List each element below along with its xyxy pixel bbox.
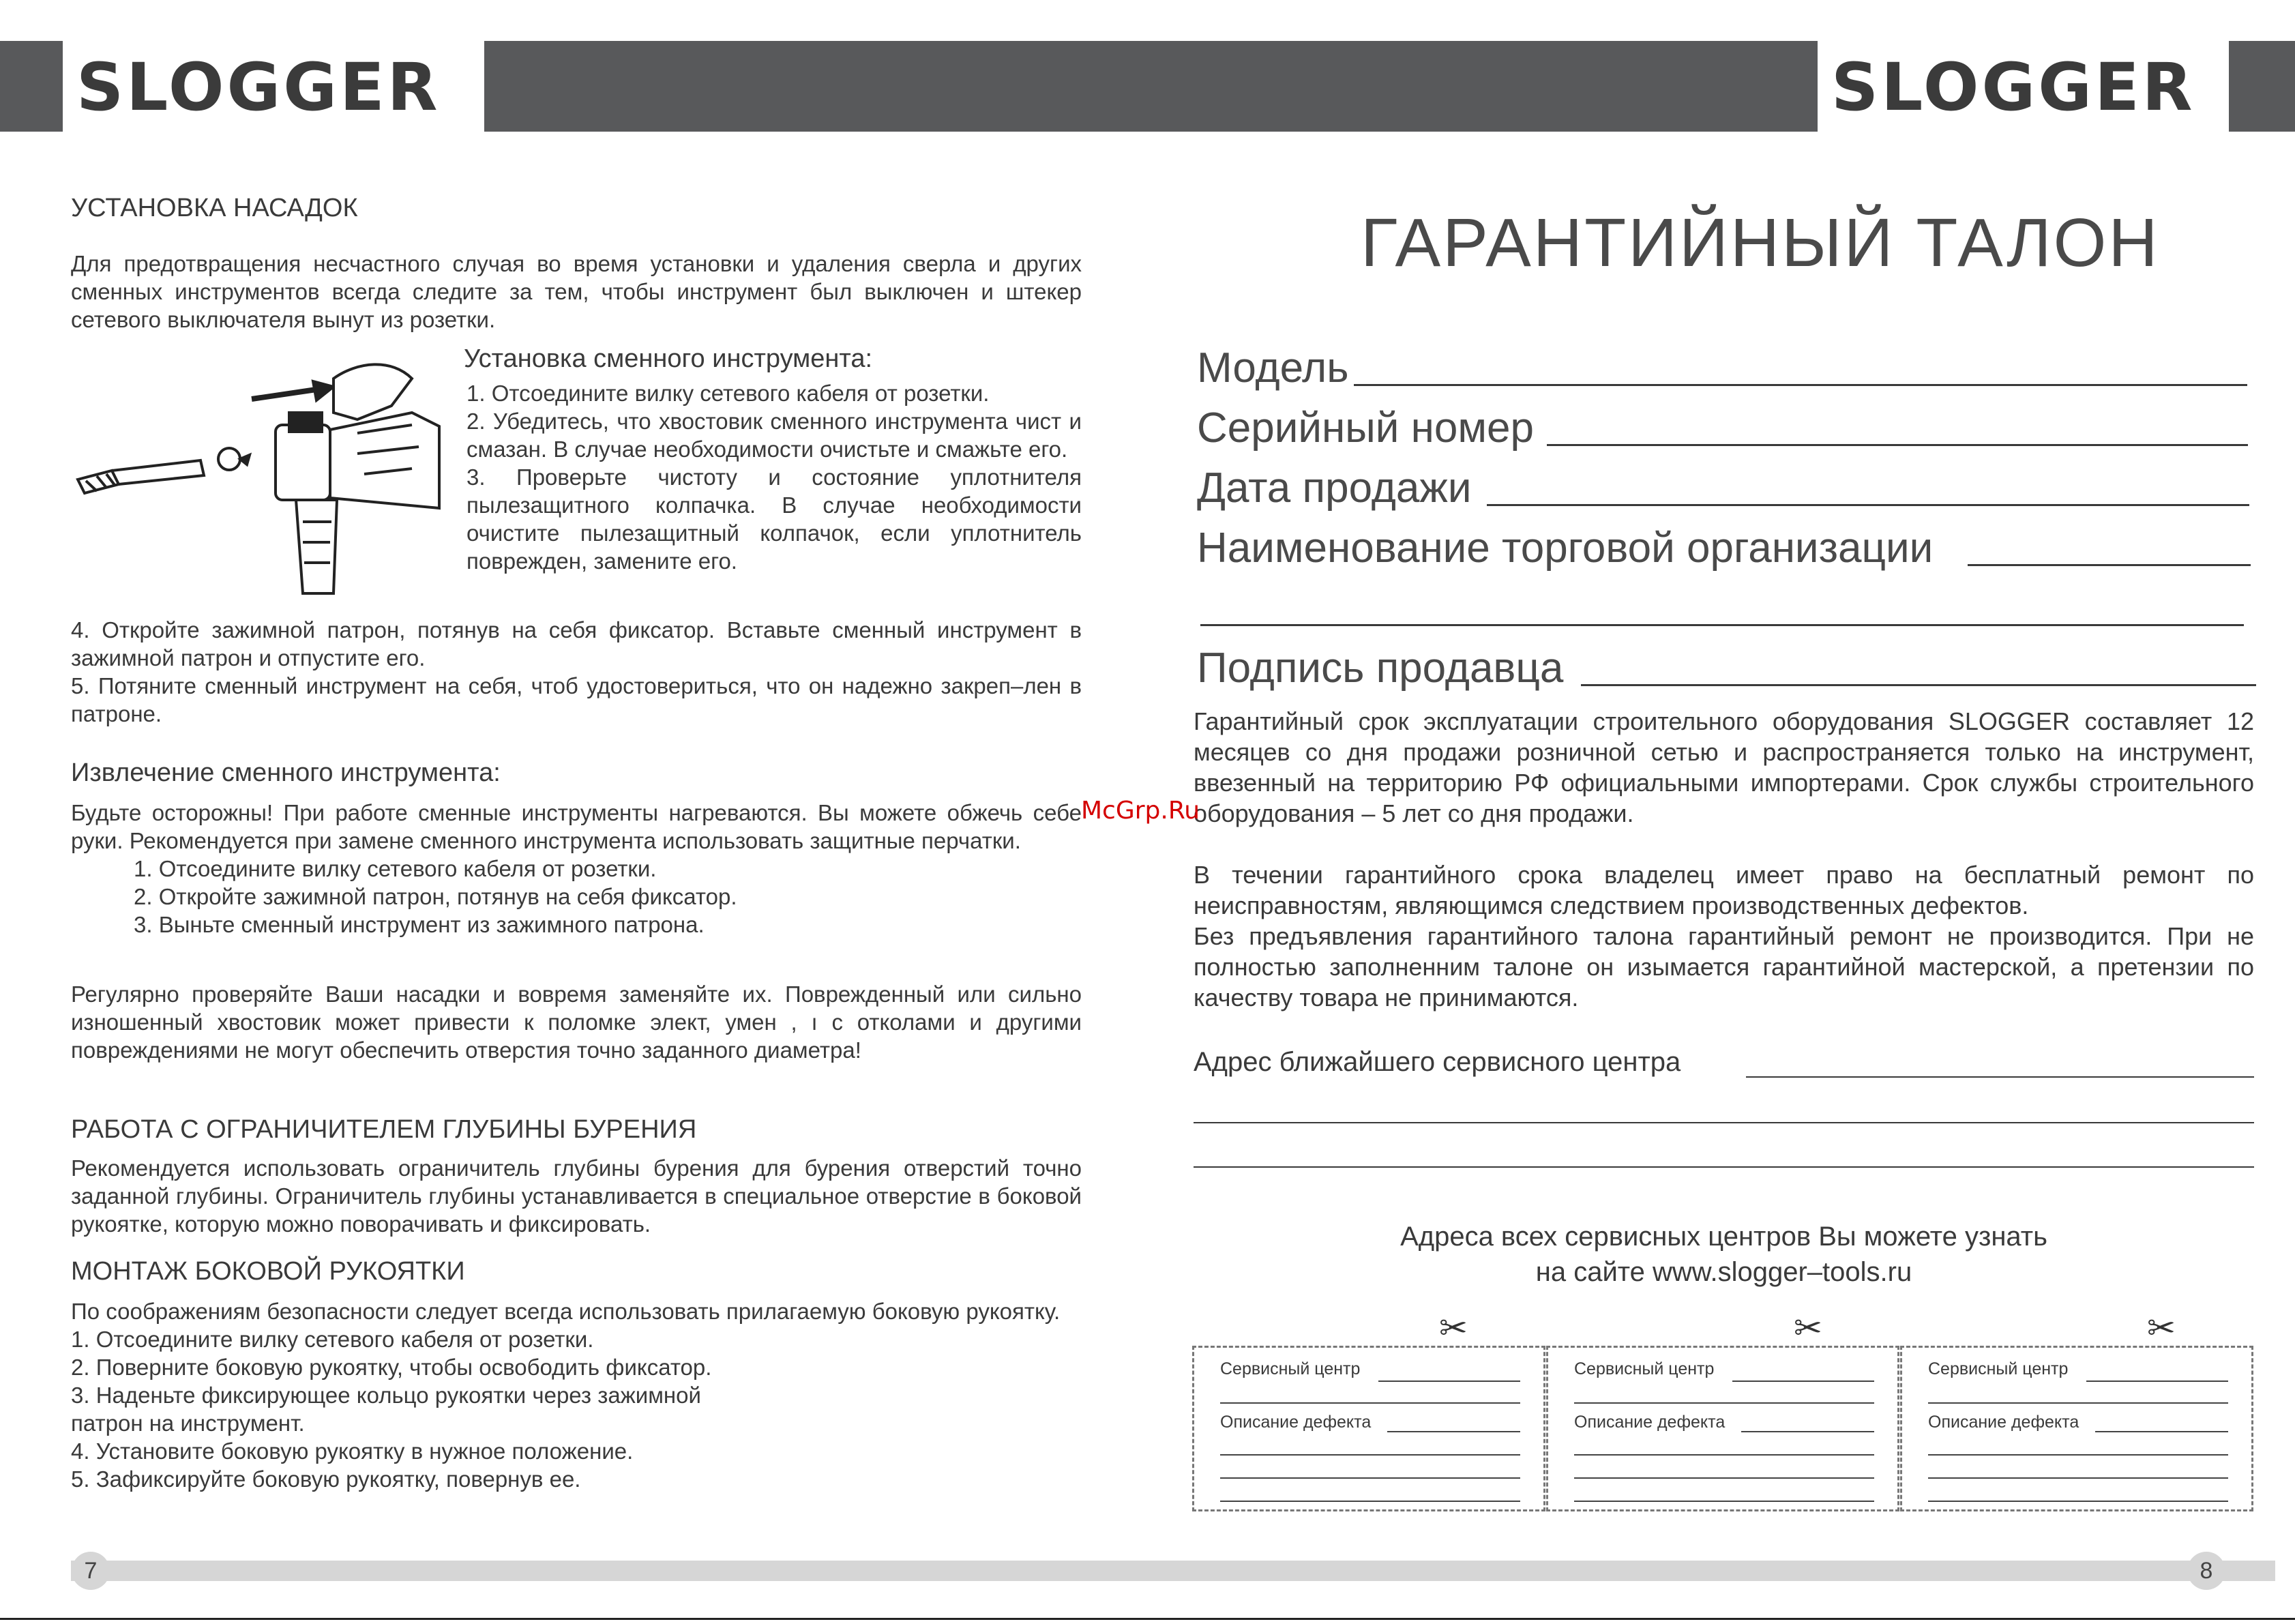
coupon-line [2086, 1381, 2228, 1382]
field-serial-line [1547, 444, 2248, 446]
header-left-bar [0, 41, 63, 132]
install-step-1: 1. Отсоедините вилку сетевого кабеля от розетки. [467, 381, 990, 406]
install-steps [467, 379, 1082, 575]
handle-step-3b: патрон на инструмент. [71, 1411, 305, 1436]
check-text: Регулярно проверяйте Ваши насадки и вовремя заменяйте их. Поврежденный или сильно изношенный хвостовик может привести к поломке элект, умен , ı с отколами и другими повреждениями не могут обеспечить отверстия точно заданного диаметра! [71, 981, 1082, 1063]
coupon-center-label: Сервисный центр [1928, 1359, 2069, 1378]
handle-intro: По соображениям безопасности следует всегда использовать прилагаемую боковую рукоятку. [71, 1299, 1061, 1324]
install-intro-text: Для предотвращения несчастного случая во время установки и удаления сверла и других сменных инструментов всегда следите за тем, чтобы инструмент был выключен и штекер сетевого выключателя вынут из розетки. [71, 251, 1082, 332]
install-step-2: 2. Убедитесь, что хвостовик сменного инструмента чист и смазан. В случае необходимости очистьте и смажьте его. [467, 409, 1082, 462]
field-serial-label: Серийный номер [1197, 404, 1534, 452]
service-address-line [1746, 1076, 2254, 1078]
page-number-right: 8 [2187, 1552, 2225, 1590]
handle-section [71, 1297, 1082, 1493]
install-subtitle: Установка сменного инструмента: [464, 344, 873, 373]
coupon-defect-label: Описание дефекта [1928, 1413, 2079, 1432]
bottom-rule [0, 1618, 2295, 1620]
drill-illustration [71, 351, 446, 597]
coupon-line [1574, 1402, 1874, 1404]
remove-section [71, 799, 1082, 939]
coupon-defect-label: Описание дефекта [1220, 1413, 1372, 1432]
handle-step-4: 4. Установите боковую рукоятку в нужное положение. [71, 1438, 634, 1464]
coupon-line [1574, 1454, 1874, 1456]
service-address-line-2 [1194, 1122, 2254, 1123]
field-org-line-2 [1200, 624, 2244, 626]
coupon-line [1220, 1501, 1520, 1502]
header-right-bar [2229, 41, 2295, 132]
coupon-line [1928, 1454, 2228, 1456]
section-title-depth: РАБОТА С ОГРАНИЧИТЕЛЕМ ГЛУБИНЫ БУРЕНИЯ [71, 1115, 697, 1144]
coupon-line [1387, 1431, 1520, 1432]
section-title-install: УСТАНОВКА НАСАДОК [71, 194, 358, 222]
service-address-line-3 [1194, 1166, 2254, 1168]
install-step-4: 4. Откройте зажимной патрон, потянув на себя фиксатор. Вставьте сменный инструмент в зажимной патрон и отпустите его. [71, 617, 1082, 670]
warranty-para-1: Гарантийный срок эксплуатации строительного оборудования SLOGGER составляет 12 месяцев со дня продажи розничной сетью и распространяется только на инструмент, ввезенный на территорию РФ официальными импортерами. Срок службы строительного оборудования – 5 лет со дня продажи. [1194, 707, 2254, 827]
field-date-label: Дата продажи [1197, 464, 1472, 512]
handle-step-3: 3. Наденьте фиксирующее кольцо рукоятки через зажимной [71, 1383, 701, 1408]
handle-step-1: 1. Отсоедините вилку сетевого кабеля от розетки. [71, 1327, 594, 1352]
coupon-line [1220, 1402, 1520, 1404]
coupon-line [1741, 1431, 1874, 1432]
field-org-line [1968, 564, 2251, 566]
drill-icon [71, 351, 446, 597]
install-step-5: 5. Потяните сменный инструмент на себя, чтоб удостовериться, что он надежно закреп–лен в патроне. [71, 673, 1082, 726]
remove-intro: Будьте осторожны! При работе сменные инструменты нагреваются. Вы можете обжечь себе руки. Рекомендуется при замене сменного инструмента использовать защитные перчатки. [71, 800, 1082, 853]
service-coupon-2 [1546, 1346, 1899, 1511]
scissors-icon: ✂ [1794, 1309, 1822, 1347]
install-steps-continued [71, 616, 1082, 728]
install-step-3: 3. Проверьте чистоту и состояние уплотнителя пылезащитного колпачка. В случае необходимости очистите пылезащитный колпачок, если уплотнитель поврежден, замените его. [467, 464, 1082, 574]
sites-line-1: Адреса всех сервисных центров Вы можете узнать [1400, 1222, 2047, 1252]
coupon-center-label: Сервисный центр [1574, 1359, 1715, 1378]
remove-subtitle: Извлечение сменного инструмента: [71, 758, 501, 787]
sites-line-2: на сайте www.slogger–tools.ru [1535, 1257, 1912, 1287]
footer-bar [71, 1561, 2275, 1581]
field-date-line [1487, 504, 2249, 506]
coupon-line [1928, 1501, 2228, 1502]
field-signature-label: Подпись продавца [1197, 645, 1564, 692]
brand-logo-left: SLOGGER [76, 49, 441, 126]
watermark-text: McGrp.Ru [1081, 797, 1200, 825]
coupon-center-label: Сервисный центр [1220, 1359, 1361, 1378]
depth-paragraph [71, 1154, 1082, 1238]
scissors-icon: ✂ [2147, 1309, 2176, 1347]
coupon-line [1928, 1477, 2228, 1479]
handle-step-2: 2. Поверните боковую рукоятку, чтобы освободить фиксатор. [71, 1355, 712, 1380]
header-center-bar [484, 41, 1818, 132]
warranty-para-2: В течении гарантийного срока владелец имеет право на бесплатный ремонт по неисправностям, являющимся следствием производственных дефектов. [1194, 861, 2254, 919]
coupon-line [1220, 1477, 1520, 1479]
coupon-line [1574, 1477, 1874, 1479]
page-number-left: 7 [72, 1552, 110, 1590]
check-paragraph [71, 980, 1082, 1064]
field-org-label: Наименование торговой организации [1197, 525, 1934, 572]
coupon-line [1732, 1381, 1874, 1382]
install-intro [71, 250, 1082, 334]
handle-step-5: 5. Зафиксируйте боковую рукоятку, повернув ее. [71, 1466, 581, 1492]
brand-logo-right: SLOGGER [1831, 49, 2195, 126]
coupon-line [1574, 1501, 1874, 1502]
field-model-label: Модель [1197, 344, 1349, 392]
coupon-defect-label: Описание дефекта [1574, 1413, 1726, 1432]
coupon-line [1928, 1402, 2228, 1404]
warranty-para-3: Без предъявления гарантийного талона гарантийный ремонт не производится. При не полностью заполненним талоне он изымается гарантийной мастерской, а претензии по качеству товара не принимаются. [1194, 922, 2254, 1012]
remove-step-2: 2. Откройте зажимной патрон, потянув на себя фиксатор. [134, 884, 737, 909]
service-address-label: Адрес ближайшего сервисного центра [1194, 1047, 1681, 1077]
field-signature-line [1581, 684, 2256, 686]
warranty-title: ГАРАНТИЙНЫЙ ТАЛОН [1361, 205, 2160, 281]
coupon-line [1378, 1381, 1520, 1382]
service-coupon-1 [1192, 1346, 1545, 1511]
service-sites-note [1194, 1219, 2254, 1290]
service-coupon-3 [1900, 1346, 2253, 1511]
section-title-handle: МОНТАЖ БОКОВОЙ РУКОЯТКИ [71, 1257, 465, 1286]
remove-step-1: 1. Отсоедините вилку сетевого кабеля от розетки. [134, 856, 657, 881]
coupon-line [2095, 1431, 2228, 1432]
scissors-icon: ✂ [1439, 1309, 1468, 1347]
warranty-terms [1194, 706, 2254, 1013]
depth-text: Рекомендуется использовать ограничитель глубины бурения для бурения отверстий точно заданной глубины. Ограничитель глубины устанавливается в специальное отверстие в боковой рукоятке, которую можно поворачивать и фиксировать. [71, 1155, 1082, 1237]
field-model-line [1354, 384, 2247, 386]
coupon-line [1220, 1454, 1520, 1456]
remove-step-3: 3. Выньте сменный инструмент из зажимного патрона. [134, 912, 705, 937]
